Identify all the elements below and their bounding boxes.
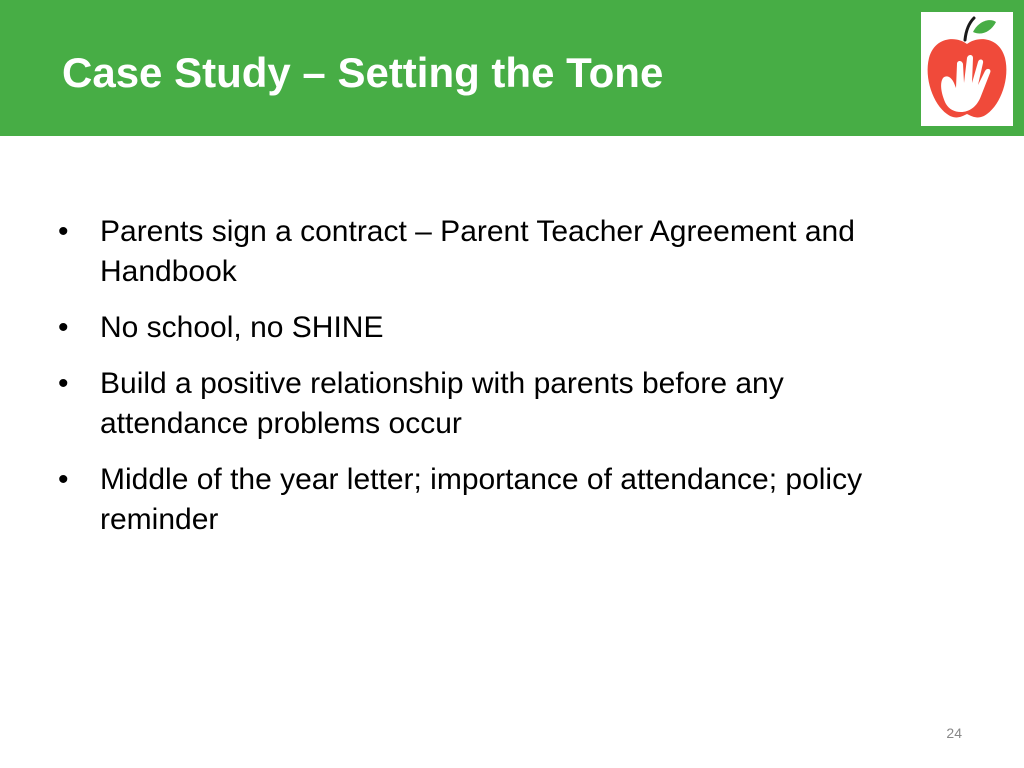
bullet-text: Build a positive relationship with parents before any attendance problems occur bbox=[100, 367, 784, 440]
apple-hand-logo-icon bbox=[921, 12, 1013, 126]
bullet-list bbox=[56, 212, 916, 556]
bullet-text: No school, no SHINE bbox=[100, 311, 384, 344]
bullet-marker: • bbox=[58, 367, 69, 400]
logo bbox=[921, 12, 1013, 126]
slide-title: Case Study – Setting the Tone bbox=[62, 49, 664, 96]
bullet-marker: • bbox=[58, 463, 69, 496]
bullet-item bbox=[56, 308, 916, 348]
page-number: 24 bbox=[946, 725, 962, 741]
bullet-text: Parents sign a contract – Parent Teacher Agreement and Handbook bbox=[100, 215, 855, 288]
bullet-item bbox=[56, 364, 916, 444]
header-band bbox=[0, 0, 1024, 136]
bullet-marker: • bbox=[58, 215, 69, 248]
bullet-text: Middle of the year letter; importance of attendance; policy reminder bbox=[100, 463, 863, 536]
bullet-item bbox=[56, 212, 916, 292]
bullet-marker: • bbox=[58, 311, 69, 344]
bullet-item bbox=[56, 460, 916, 540]
